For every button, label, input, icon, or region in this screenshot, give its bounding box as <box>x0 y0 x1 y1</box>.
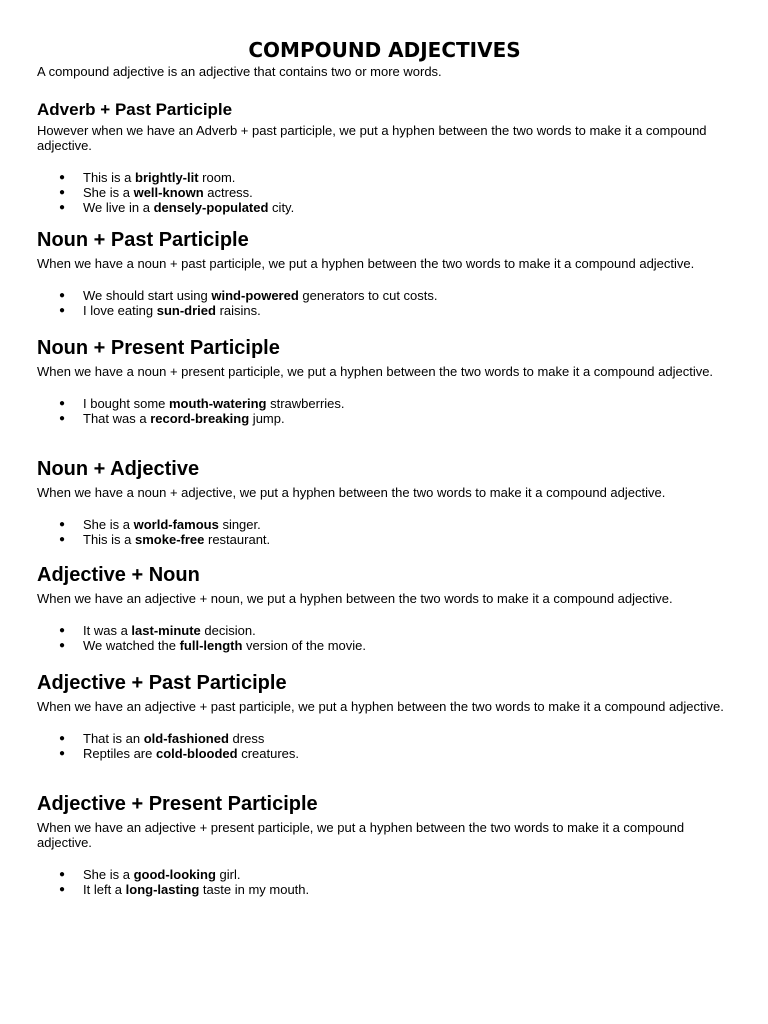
example-list <box>37 170 732 215</box>
compound-adjective: world-famous <box>133 517 219 532</box>
example-item <box>37 638 732 653</box>
example-text: restaurant. <box>204 532 271 547</box>
compound-adjective: full-length <box>179 638 243 653</box>
bullet-icon: ● <box>59 172 66 183</box>
section <box>37 336 732 426</box>
compound-adjective: old-fashioned <box>143 731 229 746</box>
example-text: dress <box>228 731 265 746</box>
section-heading: Adjective + Present Participle <box>37 793 318 815</box>
bullet-icon: ● <box>59 869 66 880</box>
section <box>37 563 732 653</box>
example-item <box>37 532 732 547</box>
example-text: It was a <box>83 623 132 638</box>
bullet-icon: ● <box>59 625 66 636</box>
example-text: room. <box>198 170 236 185</box>
example-item <box>37 411 732 426</box>
compound-adjective: last-minute <box>131 623 201 638</box>
example-text: She is a <box>83 867 134 882</box>
example-text: girl. <box>215 867 241 882</box>
bullet-icon: ● <box>59 187 66 198</box>
compound-adjective: long-lasting <box>125 882 200 897</box>
example-text: city. <box>268 200 295 215</box>
bullet-icon: ● <box>59 519 66 530</box>
example-text: It left a <box>83 882 126 897</box>
compound-adjective: cold-blooded <box>155 746 238 761</box>
section-description: When we have an adjective + past participle, we put a hyphen between the two words to make it a compound adjective. <box>37 699 724 714</box>
example-item <box>37 200 732 215</box>
section-description: When we have an adjective + noun, we put a hyphen between the two words to make it a compound adjective. <box>37 591 673 606</box>
example-item <box>37 882 732 897</box>
section-heading: Adjective + Past Participle <box>37 672 287 694</box>
section <box>37 792 732 897</box>
example-text: strawberries. <box>266 396 345 411</box>
bullet-icon: ● <box>59 534 66 545</box>
section <box>37 228 732 318</box>
example-list <box>37 396 732 426</box>
page-title: COMPOUND ADJECTIVES <box>248 38 521 62</box>
bullet-icon: ● <box>59 413 66 424</box>
bullet-icon: ● <box>59 640 66 651</box>
example-item <box>37 303 732 318</box>
example-text: That was a <box>83 411 151 426</box>
example-text: I bought some <box>83 396 169 411</box>
bullet-icon: ● <box>59 202 66 213</box>
compound-adjective: wind-powered <box>211 288 299 303</box>
compound-adjective: smoke-free <box>135 532 205 547</box>
example-text: actress. <box>203 185 253 200</box>
example-text: We watched the <box>83 638 180 653</box>
example-text: We should start using <box>83 288 212 303</box>
compound-adjective: well-known <box>133 185 204 200</box>
example-list <box>37 623 732 653</box>
bullet-icon: ● <box>59 398 66 409</box>
example-list <box>37 731 732 761</box>
bullet-icon: ● <box>59 290 66 301</box>
section-heading: Noun + Past Participle <box>37 229 249 251</box>
section-heading: Adjective + Noun <box>37 564 200 586</box>
example-item <box>37 517 732 532</box>
example-text: decision. <box>200 623 256 638</box>
example-list <box>37 867 732 897</box>
example-text: singer. <box>218 517 261 532</box>
example-item <box>37 746 732 761</box>
example-item <box>37 288 732 303</box>
section-description: When we have a noun + present participle, we put a hyphen between the two words to make it a compound adjective. <box>37 364 714 379</box>
section-description: However when we have an Adverb + past participle, we put a hyphen between the two words to make it a compound adjective. <box>37 123 707 153</box>
example-text: This is a <box>83 532 136 547</box>
example-item <box>37 623 732 638</box>
example-text: I love eating <box>83 303 157 318</box>
compound-adjective: good-looking <box>133 867 216 882</box>
section-heading: Adverb + Past Participle <box>37 100 233 119</box>
compound-adjective: record-breaking <box>150 411 250 426</box>
compound-adjective: brightly-lit <box>135 170 199 185</box>
example-text: She is a <box>83 185 134 200</box>
bullet-icon: ● <box>59 733 66 744</box>
bullet-icon: ● <box>59 305 66 316</box>
example-text: That is an <box>83 731 144 746</box>
section <box>37 671 732 761</box>
bullet-icon: ● <box>59 884 66 895</box>
example-item <box>37 867 732 882</box>
section-heading: Noun + Present Participle <box>37 337 280 359</box>
example-list <box>37 288 732 318</box>
section <box>37 95 732 215</box>
example-text: raisins. <box>215 303 261 318</box>
example-item <box>37 396 732 411</box>
section-description: When we have an adjective + present participle, we put a hyphen between the two words to make it a compound adjective. <box>37 820 685 850</box>
example-text: creatures. <box>237 746 300 761</box>
section-heading: Noun + Adjective <box>37 458 200 480</box>
example-text: She is a <box>83 517 134 532</box>
example-text: generators to cut costs. <box>298 288 438 303</box>
bullet-icon: ● <box>59 748 66 759</box>
example-text: Reptiles are <box>83 746 156 761</box>
example-item <box>37 731 732 746</box>
section <box>37 457 732 547</box>
example-item <box>37 185 732 200</box>
example-text: This is a <box>83 170 136 185</box>
compound-adjective: sun-dried <box>156 303 216 318</box>
compound-adjective: densely-populated <box>153 200 269 215</box>
intro-paragraph: A compound adjective is an adjective that contains two or more words. <box>37 64 442 79</box>
example-text: jump. <box>249 411 285 426</box>
compound-adjective: mouth-watering <box>169 396 267 411</box>
example-list <box>37 517 732 547</box>
section-description: When we have a noun + past participle, we put a hyphen between the two words to make it a compound adjective. <box>37 256 695 271</box>
section-description: When we have a noun + adjective, we put a hyphen between the two words to make it a compound adjective. <box>37 485 666 500</box>
example-item <box>37 170 732 185</box>
example-text: We live in a <box>83 200 154 215</box>
example-text: taste in my mouth. <box>199 882 310 897</box>
example-text: version of the movie. <box>242 638 366 653</box>
